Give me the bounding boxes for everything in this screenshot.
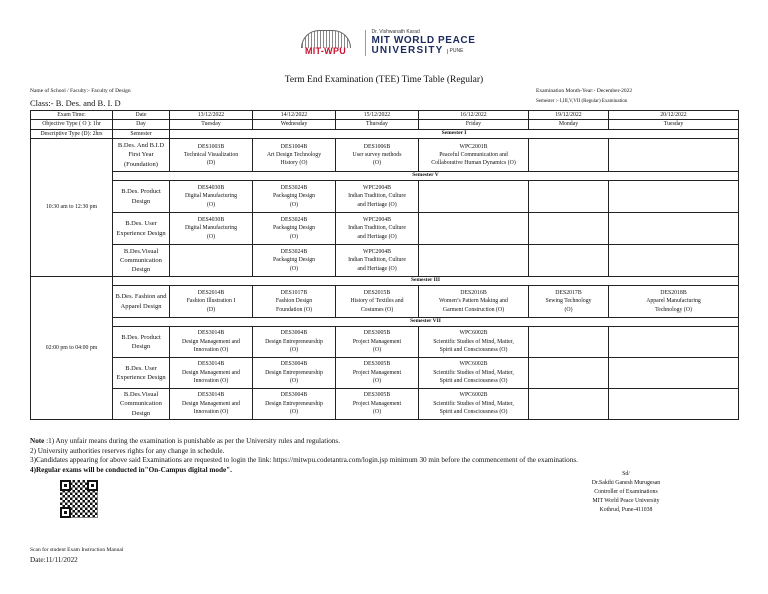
exam-cell (419, 389, 529, 420)
course-title: Design Management and (182, 400, 240, 407)
course-code: WPC6002B (459, 330, 488, 337)
course-code: DES4030B (197, 185, 225, 192)
course-title: Apparel Manufacturing (646, 298, 701, 305)
course-detail: History (O) (280, 160, 308, 167)
signature-block (556, 470, 696, 515)
time-slot-afternoon: 02:00 pm to 04:00 pm (31, 277, 113, 420)
date-cell: 13/12/2022 (170, 111, 253, 120)
semester-heading-7: Semester VII (113, 318, 739, 327)
course-detail: Innovation (O) (193, 378, 229, 385)
logo-divider (365, 30, 366, 56)
semester-info: Semester :- I,III,V,VII (Regular) Examination (536, 99, 628, 104)
course-title: User survey methods (352, 151, 402, 158)
qr-finder (87, 480, 98, 491)
course-code: DES1017B (280, 290, 308, 297)
exam-cell (336, 389, 419, 420)
exam-cell (253, 181, 336, 213)
exam-cell (170, 213, 253, 245)
day-cell: Tuesday (609, 120, 739, 129)
course-detail: (O) (206, 233, 216, 240)
table-row (31, 286, 739, 318)
signatory-org: MIT World Peace University (592, 497, 660, 504)
exam-cell (253, 327, 336, 358)
course-title: Art Design Technology (266, 151, 322, 158)
semester-row (31, 172, 739, 181)
exam-cell (336, 245, 419, 277)
course-code: DES2016B (460, 290, 487, 297)
course-title: Digital Manufacturing (185, 225, 237, 232)
day-cell: Thursday (336, 120, 419, 129)
mitwpu-wordmark: MIT-WPU (304, 46, 347, 56)
course-detail: and Heritage (O) (357, 233, 397, 240)
course-title: Design Management and (182, 338, 240, 345)
time-slot-morning: 10:30 am to 12:30 pm (31, 139, 113, 277)
course-code: DES3024B (280, 217, 308, 224)
programme-label: B.Des. Product Design (113, 327, 170, 358)
course-title: Indian Tradition, Culture (348, 193, 406, 200)
course-code: DES3014B (197, 392, 225, 399)
course-code: WPC6002B (459, 392, 488, 399)
programme-label: B.Des.Visual Communication Design (113, 389, 170, 420)
exam-cell (529, 286, 609, 318)
note-3: 3)Candidates appearing for above said Examinations are requested to login the link: https://mitwpu.codetantra.com/login.jsp minimum 30 min before the commencement of the examinations. (30, 456, 578, 464)
course-detail: Garment Construction (O) (442, 306, 505, 313)
course-title: Packaging Design (272, 257, 316, 264)
course-title: Technical Visualization (183, 151, 239, 158)
course-code: DES3014B (197, 361, 225, 368)
course-detail: (O) (372, 409, 382, 416)
table-row (31, 327, 739, 358)
exam-cell (336, 286, 419, 318)
date-cell: 15/12/2022 (336, 111, 419, 120)
course-code: WPC2004B (362, 249, 392, 256)
note-1: Note :1) Any unfair means during the examination is punishable as per the University rules and regulations. (30, 437, 340, 445)
qr-finder (60, 507, 71, 518)
empty-cell (609, 327, 739, 358)
programme-label: B.Des. Fashion and Apparel Design (113, 286, 170, 318)
course-detail: Spirit and Consciousness (O) (439, 347, 508, 354)
course-code: WPC2004B (362, 185, 392, 192)
semester-heading-1: Semester I (170, 129, 739, 138)
course-title: Peaceful Communication and (439, 151, 508, 158)
school-name: Name of School / Faculty:- Faculty of Design (30, 88, 131, 94)
course-title: Design Entrepreneurship (265, 400, 323, 407)
exam-cell (170, 139, 253, 172)
table-row (31, 245, 739, 277)
course-code: DES1003B (197, 143, 225, 150)
day-label: Day (113, 120, 170, 129)
course-detail: (O) (289, 265, 299, 272)
signatory-role: Controller of Examinations (594, 488, 658, 495)
course-detail: and Heritage (O) (357, 265, 397, 272)
programme-label: B.Des. And B.I.D First Year (Foundation) (113, 139, 170, 172)
exam-cell (609, 286, 739, 318)
exam-cell (336, 181, 419, 213)
course-title: Design Entrepreneurship (265, 369, 323, 376)
founder-text: Dr. Vishwanath Karad (371, 29, 420, 35)
exam-cell (419, 358, 529, 389)
timetable (30, 110, 739, 420)
course-code: DES3004B (280, 392, 308, 399)
exam-time-label: Exam Time: (31, 111, 113, 120)
exam-cell (336, 358, 419, 389)
course-detail: Collaborative Human Dynamics (O) (431, 160, 516, 167)
course-detail: (O) (372, 378, 382, 385)
course-title: Fashion Design (275, 298, 313, 305)
semester-row (31, 318, 739, 327)
course-code: WPC6002B (459, 361, 488, 368)
course-title: Women’s Pattern Making and (439, 298, 508, 305)
exam-cell (253, 358, 336, 389)
objective-duration: Objective Type ( O ): 1hr (31, 120, 113, 129)
table-row (31, 139, 739, 172)
exam-cell (253, 139, 336, 172)
course-title: Scientific Studies of Mind, Matter, (433, 400, 514, 407)
table-row (31, 358, 739, 389)
table-row (31, 213, 739, 245)
course-detail: (O) (289, 201, 299, 208)
class-name: Class:- B. Des. and B. I. D (30, 98, 121, 108)
signatory-address: Kothrud, Pune-411038 (599, 506, 653, 513)
day-cell: Friday (419, 120, 529, 129)
empty-cell (529, 389, 609, 420)
university-name-line1: MIT WORLD PEACE (371, 35, 476, 46)
date-cell: 14/12/2022 (253, 111, 336, 120)
course-title: History of Textiles and (350, 298, 404, 305)
exam-cell (419, 139, 529, 172)
note-label: Note (30, 437, 45, 445)
course-code: DES1004B (280, 143, 308, 150)
semester-row (31, 129, 739, 138)
course-title: Project Management (352, 338, 402, 345)
exam-cell (419, 286, 529, 318)
course-code: WPC2004B (362, 217, 392, 224)
empty-cell (609, 181, 739, 213)
course-title: Design Entrepreneurship (265, 338, 323, 345)
issue-date: Date:11/11/2022 (30, 556, 78, 564)
signatory-name: Dr.Sakthi Ganesh Murugesan (591, 479, 661, 486)
course-title: Fashion Illustration I (186, 298, 236, 305)
empty-cell (529, 181, 609, 213)
course-title: Project Management (352, 400, 402, 407)
exam-cell (170, 358, 253, 389)
course-code: DES3024B (280, 185, 308, 192)
note-2: 2) University authorities reserves rights for any change in schedule. (30, 446, 225, 455)
exam-cell (253, 286, 336, 318)
date-row (31, 111, 739, 120)
table-row (31, 389, 739, 420)
course-code: DES3005B (363, 361, 391, 368)
course-title: Scientific Studies of Mind, Matter, (433, 369, 514, 376)
qr-code-icon[interactable] (60, 480, 98, 518)
course-title: Sewing Technology (545, 298, 592, 305)
exam-cell (419, 327, 529, 358)
course-code: DES3004B (280, 330, 308, 337)
course-detail: Innovation (O) (193, 347, 229, 354)
empty-cell (529, 245, 609, 277)
semester-label: Semester (113, 129, 170, 138)
programme-label: B.Des. Product Design (113, 181, 170, 213)
course-title: Packaging Design (272, 225, 316, 232)
course-code: DES3004B (280, 361, 308, 368)
course-code: DES2014B (197, 290, 225, 297)
semester-heading-3: Semester III (113, 277, 739, 286)
course-detail: (O) (372, 347, 382, 354)
course-detail: (O) (372, 160, 382, 167)
programme-label: B.Des.Visual Communication Design (113, 245, 170, 277)
empty-cell (419, 213, 529, 245)
empty-cell (609, 358, 739, 389)
course-detail: (O) (564, 306, 573, 313)
exam-cell (170, 286, 253, 318)
course-code: DES3005B (363, 330, 391, 337)
empty-cell (609, 213, 739, 245)
exam-cell (170, 181, 253, 213)
empty-cell (529, 213, 609, 245)
mitwpu-emblem (293, 29, 359, 57)
university-city: PUNE (447, 49, 464, 54)
course-title: Design Management and (182, 369, 240, 376)
qr-finder (60, 480, 71, 491)
course-detail: (O) (206, 201, 216, 208)
course-title: Indian Tradition, Culture (348, 225, 406, 232)
exam-cell (336, 139, 419, 172)
empty-cell (529, 139, 609, 172)
semester-heading-5: Semester V (113, 172, 739, 181)
day-row (31, 120, 739, 129)
university-name-block (372, 30, 476, 56)
note-4: 4)Regular exams will be conducted in"On-Campus digital mode". (30, 465, 232, 474)
date-cell: 20/12/2022 (609, 111, 739, 120)
course-detail: (O) (289, 378, 299, 385)
course-detail: Innovation (O) (193, 409, 229, 416)
course-detail: (D) (206, 160, 216, 167)
course-title: Indian Tradition, Culture (348, 257, 406, 264)
programme-label: B.Des. User Experience Design (113, 213, 170, 245)
exam-cell (253, 389, 336, 420)
exam-cell (336, 213, 419, 245)
table-row (31, 181, 739, 213)
qr-caption: Scan for student Exam Instruction Manual (30, 547, 124, 553)
exam-month-year: Examination Month-Year:- December-2022 (536, 88, 633, 94)
empty-cell (529, 358, 609, 389)
course-title: Digital Manufacturing (185, 193, 237, 200)
course-detail: Foundation (O) (276, 306, 312, 313)
course-detail: Spirit and Consciousness (O) (439, 409, 508, 416)
empty-cell (529, 327, 609, 358)
day-cell: Wednesday (253, 120, 336, 129)
course-code: DES3005B (363, 392, 391, 399)
university-logo (0, 28, 768, 58)
empty-cell (419, 181, 529, 213)
date-cell: 19/12/2022 (529, 111, 609, 120)
signature-mark: Sd/ (622, 471, 630, 477)
course-code: DES3024B (280, 249, 308, 256)
empty-cell (609, 245, 739, 277)
course-title: Project Management (352, 369, 402, 376)
course-code: DES2017B (555, 290, 582, 297)
date-label: Date (113, 111, 170, 120)
course-code: WPC2001B (459, 143, 488, 150)
course-code: DES3014B (197, 330, 225, 337)
empty-cell (609, 389, 739, 420)
date-cell: 16/12/2022 (419, 111, 529, 120)
exam-cell (170, 327, 253, 358)
course-detail: and Heritage (O) (357, 201, 397, 208)
exam-cell (336, 327, 419, 358)
exam-cell (170, 389, 253, 420)
course-code: DES1006B (363, 143, 391, 150)
course-detail: (D) (206, 306, 216, 313)
descriptive-duration: Descriptive Type (D): 2hrs (31, 129, 113, 138)
empty-cell (609, 139, 739, 172)
course-detail: (O) (289, 409, 299, 416)
day-cell: Monday (529, 120, 609, 129)
programme-label: B.Des. User Experience Design (113, 358, 170, 389)
course-title: Scientific Studies of Mind, Matter, (433, 338, 514, 345)
course-detail: Technology (O) (655, 306, 692, 313)
empty-cell (170, 245, 253, 277)
exam-cell (253, 245, 336, 277)
course-title: Packaging Design (272, 193, 316, 200)
course-code: DES2015B (363, 290, 391, 297)
course-detail: Spirit and Consciousness (O) (439, 378, 508, 385)
course-detail: Costumes (O) (360, 306, 394, 313)
exam-cell (253, 213, 336, 245)
semester-row (31, 277, 739, 286)
course-detail: (O) (289, 233, 299, 240)
course-code: DES4030B (197, 217, 225, 224)
course-detail: (O) (289, 347, 299, 354)
empty-cell (419, 245, 529, 277)
page-title: Term End Examination (TEE) Time Table (Regular) (284, 75, 484, 85)
day-cell: Tuesday (170, 120, 253, 129)
course-code: DES2018B (660, 290, 687, 297)
university-name-line2: UNIVERSITY (371, 45, 444, 56)
